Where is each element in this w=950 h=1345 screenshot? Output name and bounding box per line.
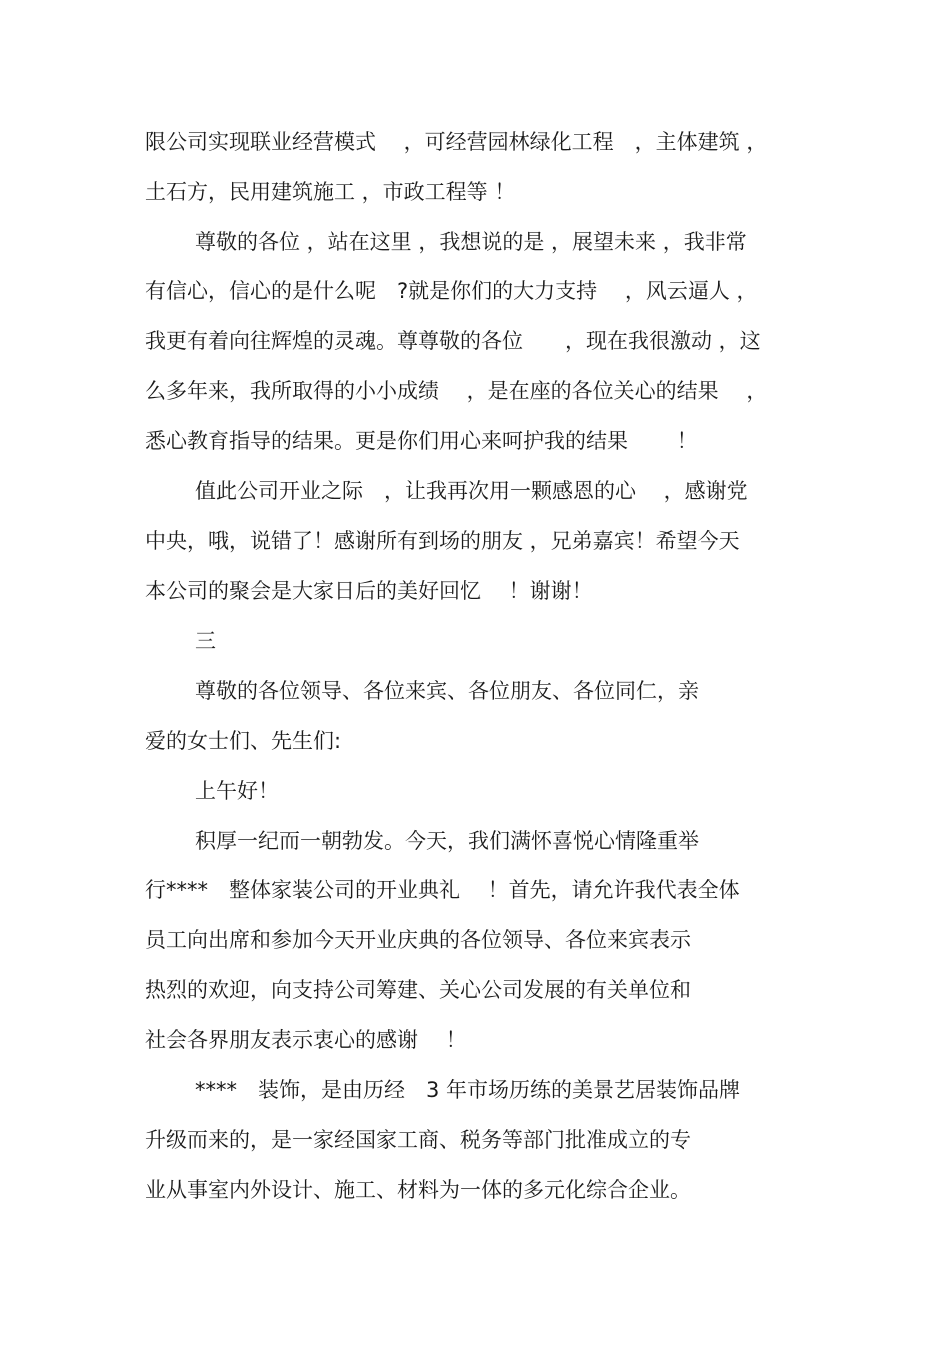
text-line: 上午好！: [195, 779, 279, 803]
text-line: 有信心，信心的是什么呢 ?就是你们的大力支持 ，风云逼人 ，: [145, 279, 758, 303]
text-line: 我更有着向往辉煌的灵魂。尊尊敬的各位 ，现在我很激动 ，这: [145, 329, 761, 353]
text-line: 中央，哦，说错了！感谢所有到场的朋友 ，兄弟嘉宾！希望今天: [145, 529, 740, 553]
text-line: **** 装饰，是由历经 3 年市场历练的美景艺居装饰品牌: [195, 1078, 741, 1102]
text-line: 悉心教育指导的结果。更是你们用心来呵护我的结果 ！: [145, 429, 698, 453]
text-line: 行**** 整体家装公司的开业典礼 ！首先，请允许我代表全体: [145, 878, 740, 902]
text-line: 社会各界朋友表示衷心的感谢 ！: [145, 1028, 467, 1052]
text-line: 尊敬的各位 ，站在这里 ，我想说的是 ，展望未来 ，我非常: [195, 230, 747, 254]
text-line: 么多年来，我所取得的小小成绩 ，是在座的各位关心的结果 ，: [145, 379, 768, 403]
text-line: 限公司实现联业经营模式 ，可经营园林绿化工程 ，主体建筑 ，: [145, 130, 768, 154]
text-line: 热烈的欢迎，向支持公司筹建、关心公司发展的有关单位和: [145, 978, 691, 1002]
text-line: 积厚一纪而一朝勃发。今天，我们满怀喜悦心情隆重举: [195, 829, 699, 853]
text-line: 土石方，民用建筑施工 ，市政工程等 ！: [145, 180, 516, 204]
text-line: 尊敬的各位领导、各位来宾、各位朋友、各位同仁，亲: [195, 679, 699, 703]
text-line: 升级而来的，是一家经国家工商、税务等部门批准成立的专: [145, 1128, 691, 1152]
text-line: 员工向出席和参加今天开业庆典的各位领导、各位来宾表示: [145, 928, 691, 952]
section-heading: 三: [195, 629, 216, 653]
text-line: 业从事室内外设计、施工、材料为一体的多元化综合企业。: [145, 1178, 691, 1202]
text-line: 值此公司开业之际 ，让我再次用一颗感恩的心 ，感谢党: [195, 479, 748, 503]
text-line: 本公司的聚会是大家日后的美好回忆 ！谢谢！: [145, 579, 593, 603]
text-line: 爱的女士们、先生们:: [145, 729, 342, 753]
